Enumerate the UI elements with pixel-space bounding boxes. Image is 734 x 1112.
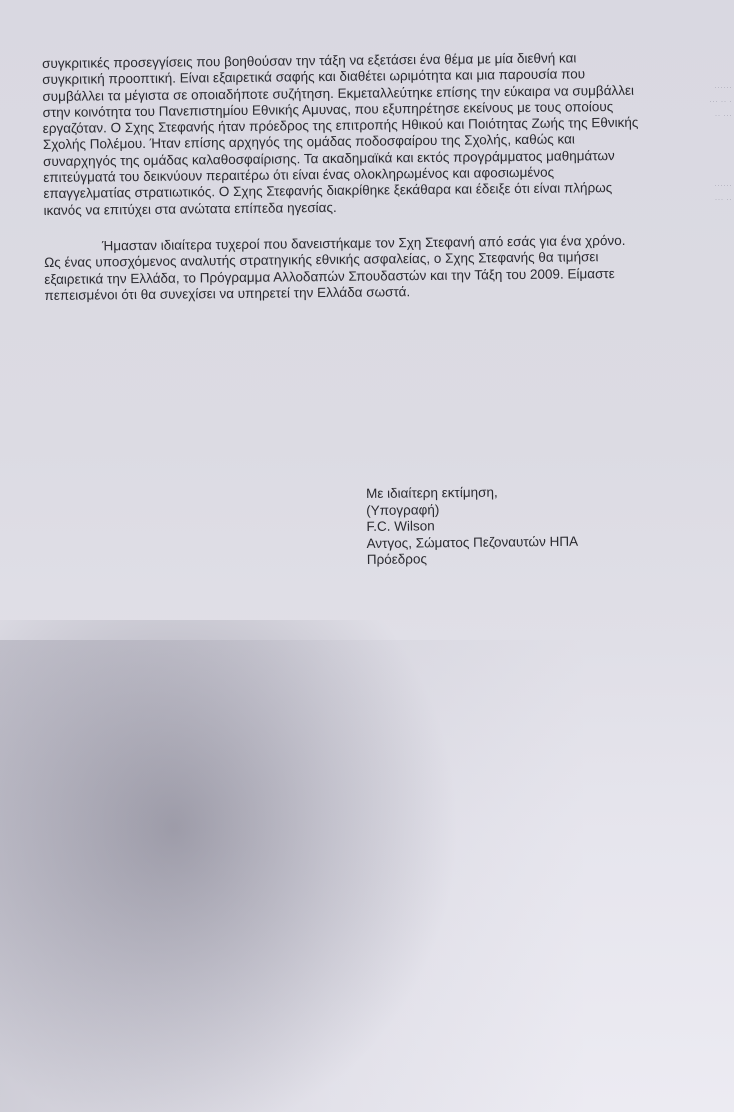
signature-note: (Υπογραφή) xyxy=(366,501,440,518)
photo-shadow-gradient xyxy=(0,640,734,1112)
photo-shadow xyxy=(0,620,460,1112)
show-through-text: ······ ··· ·· · ·· ··· ······ ··· ·· xyxy=(709,82,732,204)
signer-name: F.C. Wilson xyxy=(366,518,435,534)
letter-closing xyxy=(366,484,578,569)
paragraph-2: Ήμασταν ιδιαίτερα τυχεροί που δανειστήκαμε τον Σχη Στεφανή από εσάς για ένα χρόνο. Ως ένας υποσχόμενος αναλυτής στρατηγικής εθνικής ασφαλείας, ο Σχης Στεφανής θα τιμήσει εξαιρετικά την Ελλάδα, το Πρόγραμμα Αλλοδαπών Σπουδαστών και την Τάξη του 2009. Είμαστε πεπεισμένοι ότι θα συνεχίσει να υπηρετεί την Ελλάδα σωστά. xyxy=(44,232,626,303)
signer-role: Πρόεδρος xyxy=(366,551,428,567)
signer-rank: Αντγος, Σώματος Πεζοναυτών ΗΠΑ xyxy=(366,533,579,551)
salutation: Με ιδιαίτερη εκτίμηση, xyxy=(366,484,498,501)
letter-body xyxy=(42,50,645,304)
paragraph-1: συγκριτικές προσεγγίσεις που βοηθούσαν την τάξη να εξετάσει ένα θέμα με μία διεθνή και συγκριτική προοπτική. Είναι εξαιρετικά σαφής και διαθέτει ωριμότητα και μια παρουσία που συμβάλλει τα μέγιστα σε οποιαδήποτε συζήτηση. Εκμεταλλεύτηκε επίσης την εύκαιρα να συμβάλλει στην κοινότητα του Πανεπιστημίου Εθνικής Αμυνας, που εξυπηρέτησε εκείνους με τους οποίους εργαζόταν. Ο Σχης Στεφανής ήταν πρόεδρος της επιτροπής Ηθικού και Ποιότητας Ζωής της Εθνικής Σχολής Πολέμου. Ήταν επίσης αρχηγός της ομάδας ποδοσφαίρου της Σχολής, καθώς και συναρχηγός της ομάδας καλαθοσφαίρισης. Τα ακαδημαϊκά και εκτός προγράμματος μαθημάτων επιτεύγματά του δεικνύουν περαιτέρω ότι είναι ένας ολοκληρωμένος και αφοσιωμένος επαγγελματίας στρατιωτικός. Ο Σχης Στεφανής διακρίθηκε ξεκάθαρα και έδειξε ότι είναι πλήρως ικανός να επιτύχει στα ανώτατα επίπεδα ηγεσίας. xyxy=(42,50,639,218)
